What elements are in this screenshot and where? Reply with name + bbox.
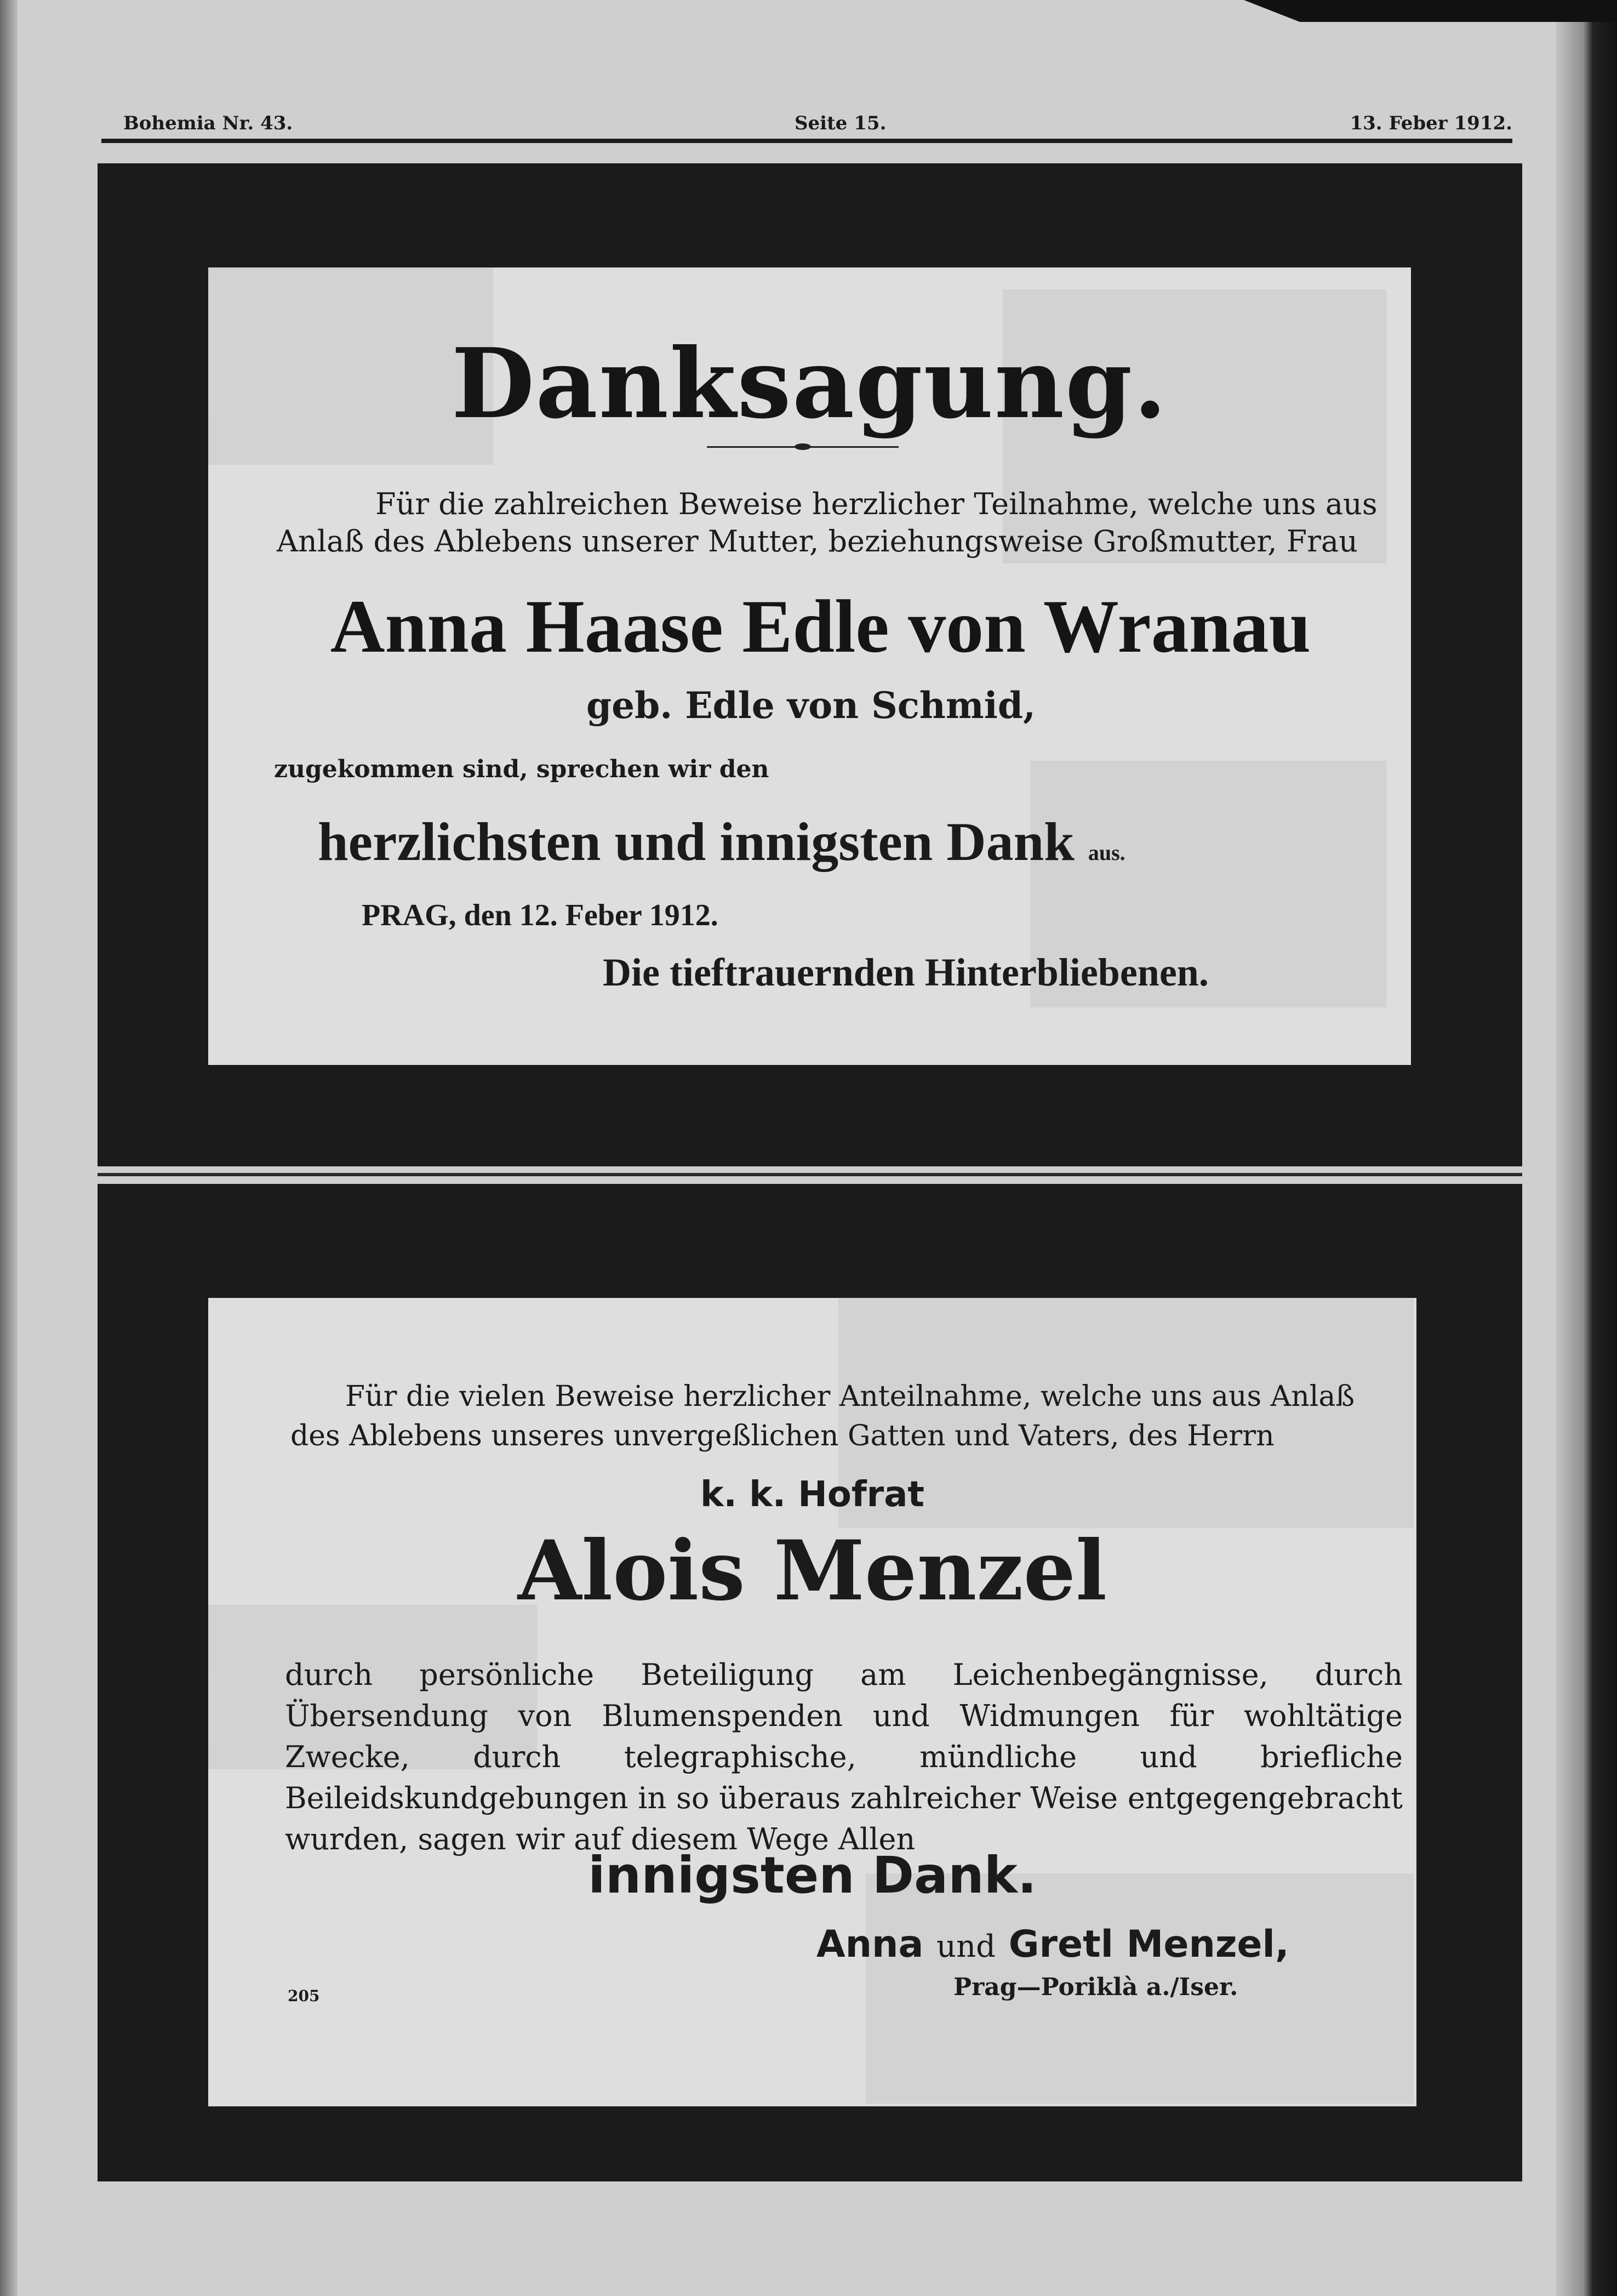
- notice-2-place: Prag—Poriklà a./Iser.: [953, 1973, 1238, 2001]
- thanks-text: herzlichsten und innigsten Dank: [318, 811, 1075, 872]
- notice-1-thanks: [318, 810, 1125, 873]
- deceased-name: Anna Haase Edle von Wranau: [330, 584, 1311, 668]
- signature-name-b: Gretl Menzel,: [1008, 1923, 1289, 1966]
- notice-1-body-line-2: Anlaß des Ablebens unserer Mutter, beziehungsweise Großmutter, Frau: [277, 524, 1358, 559]
- notice-2-body-line-2: des Ablebens unseres unvergeßlichen Gatten und Vaters, des Herrn: [290, 1420, 1275, 1452]
- birth-name: geb. Edle von Schmid,: [586, 684, 1036, 727]
- notice-2-body-line-1: Für die vielen Beweise herzlicher Anteilnahme, welche uns aus Anlaß: [345, 1380, 1355, 1413]
- scan-corner-shadow: [1244, 0, 1617, 22]
- signature-name-a: Anna: [816, 1923, 924, 1966]
- page-header: [101, 112, 1512, 137]
- page-edge-left: [0, 0, 18, 2296]
- notice-2-paragraph: durch persönliche Beteiligung am Leichenbegängnisse, durch Übersendung von Blumenspenden und Widmungen für wohltätige Zwecke, durch telegraphische, mündliche und briefliche Beileidskundgebungen in so überaus zahlreicher Weise entgegengebracht wurden, sagen wir auf diesem Wege Allen: [285, 1657, 1403, 1856]
- signature-und: und: [936, 1929, 996, 1964]
- notice-1-date: PRAG, den 12. Feber 1912.: [362, 898, 718, 932]
- header-publication: Bohemia Nr. 43.: [123, 112, 293, 134]
- notice-1-signature: Die tieftrauernden Hinterbliebenen.: [603, 950, 1209, 994]
- notice-1-panel: [208, 267, 1411, 1065]
- notice-2-thanks: innigsten Dank.: [588, 1846, 1037, 1905]
- header-page-number: Seite 15.: [795, 112, 887, 134]
- notice-separator: [98, 1173, 1522, 1176]
- ad-code: 205: [288, 1987, 320, 2005]
- notice-2-signature: [816, 1923, 1289, 1966]
- notice-2-panel: [208, 1298, 1416, 2106]
- notice-1-body-line-1: Für die zahlreichen Beweise herzlicher Teilnahme, welche uns aus: [375, 487, 1378, 521]
- notice-1-title: Danksagung.: [451, 328, 1168, 440]
- notice-1-body-line-3: zugekommen sind, sprechen wir den: [274, 755, 769, 783]
- page-edge-right: [1556, 0, 1617, 2296]
- title-ornament: [707, 443, 899, 451]
- header-date: 13. Feber 1912.: [1350, 112, 1512, 134]
- thanks-suffix: aus.: [1088, 840, 1125, 865]
- deceased-name-2: Alois Menzel: [517, 1523, 1107, 1619]
- deceased-title: k. k. Hofrat: [700, 1474, 925, 1515]
- header-rule: [101, 139, 1512, 143]
